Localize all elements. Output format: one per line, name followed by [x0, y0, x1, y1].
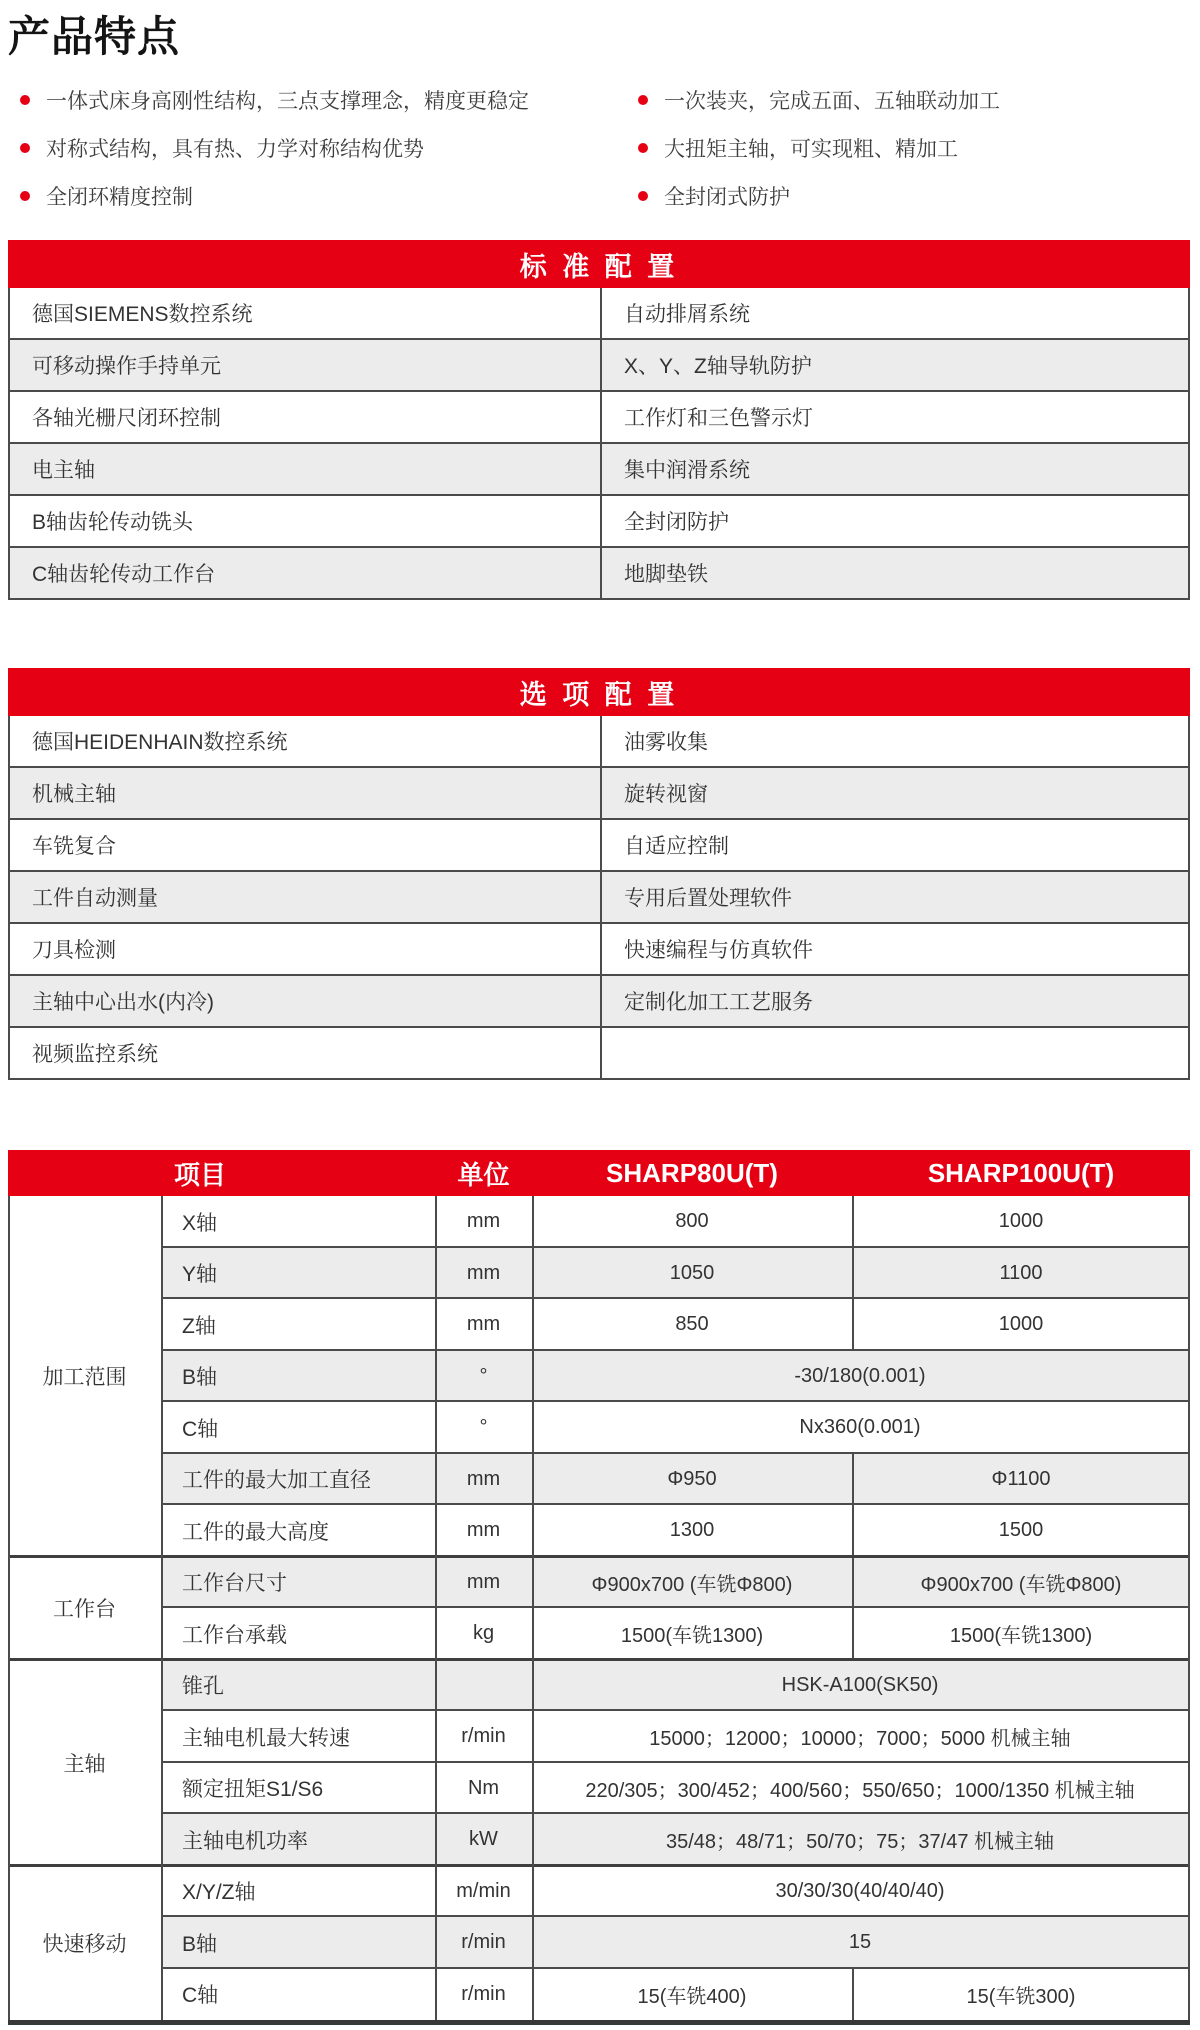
spec-cell-unit: mm: [466, 1313, 501, 1336]
spec-cell-unit: kg: [472, 1622, 495, 1645]
spec-row: [161, 1349, 1188, 1403]
spec-cell-value-model1: 1050: [669, 1261, 715, 1284]
spec-section-label: 加工范围: [8, 1196, 161, 1557]
config-cell-left: 可移动操作手持单元: [10, 340, 602, 390]
spec-cell-unit: kW: [469, 1828, 498, 1851]
config-cell-right: 地脚垫铁: [624, 563, 708, 586]
optional-config-table: [8, 716, 1190, 1080]
spec-cell-item: 工作台承载: [182, 1623, 287, 1647]
spec-row: [161, 1709, 1188, 1763]
spec-cell-item: 主轴电机最大转速: [182, 1726, 350, 1750]
spec-cell-value-merged: 30/30/30(40/40/40): [775, 1879, 945, 1902]
feature-text: 全封闭式防护: [664, 186, 790, 209]
spec-row: [161, 1658, 1188, 1712]
config-cell-right: 工作灯和三色警示灯: [624, 407, 813, 430]
spec-cell-item: B轴: [182, 1932, 218, 1956]
spec-section-divider: [8, 1555, 1190, 1558]
spec-row: [161, 1761, 1188, 1815]
spec-cell-item: C轴: [182, 1984, 219, 2008]
config-cell-right: 旋转视窗: [624, 783, 708, 806]
bullet-dot-icon: [638, 95, 648, 105]
optional-config-row: [10, 924, 1188, 976]
config-cell-left: 主轴中心出水(内冷): [10, 976, 602, 1026]
spec-section-label: 工作台: [8, 1557, 161, 1660]
feature-text: 全闭环精度控制: [46, 186, 193, 209]
spec-table-body: [8, 1196, 1190, 2025]
standard-config-row: [10, 496, 1188, 548]
spec-cell-value-merged: Nx360(0.001): [799, 1416, 921, 1439]
spec-cell-value-model1: 15(车铣400): [637, 1985, 747, 2008]
config-cell-right: X、Y、Z轴导轨防护: [624, 355, 812, 378]
spec-cell-value-model2: 1000: [852, 1196, 1188, 1248]
spec-header-item: 项目: [174, 1159, 227, 1190]
spec-cell-value-merged: 35/48；48/71；50/70；75；37/47 机械主轴: [666, 1831, 1054, 1854]
bullet-dot-icon: [638, 191, 648, 201]
standard-config-row: [10, 548, 1188, 600]
spec-row: [161, 1246, 1188, 1300]
spec-cell-value-model2: 1500: [852, 1505, 1188, 1557]
config-cell-right: 集中润滑系统: [624, 459, 750, 482]
page-title: 产品特点: [8, 13, 181, 60]
spec-row: [161, 1967, 1188, 2021]
optional-config-row: [10, 872, 1188, 924]
config-cell-left: 车铣复合: [10, 820, 602, 870]
spec-cell-value-merged: HSK-A100(SK50): [781, 1673, 939, 1696]
bullet-dot-icon: [20, 95, 30, 105]
feature-text: 一体式床身高刚性结构，三点支撑理念，精度更稳定: [46, 90, 529, 113]
config-cell-left: 德国HEIDENHAIN数控系统: [10, 716, 602, 766]
spec-cell-unit: °: [479, 1364, 488, 1387]
config-cell-left: 各轴光栅尺闭环控制: [10, 392, 602, 442]
feature-list: [0, 76, 1200, 226]
bullet-dot-icon: [20, 143, 30, 153]
spec-cell-unit: r/min: [461, 1931, 506, 1954]
spec-grid-vline: [532, 1196, 534, 2020]
config-cell-left: 视频监控系统: [10, 1028, 602, 1078]
feature-item: [638, 76, 1198, 124]
config-cell-right: 专用后置处理软件: [624, 887, 792, 910]
spec-table-header: [8, 1150, 1190, 1196]
spec-cell-value-model2: 1000: [852, 1299, 1188, 1351]
spec-table-bottom-border: [8, 2020, 1190, 2025]
spec-cell-value-model1: 800: [675, 1210, 709, 1233]
spec-cell-unit: [435, 1660, 532, 1712]
spec-cell-unit: mm: [466, 1570, 501, 1593]
spec-row: [161, 1400, 1188, 1454]
spec-header-model1: SHARP80U(T): [606, 1157, 778, 1188]
spec-cell-value-model1: 1500(车铣1300): [620, 1625, 764, 1648]
spec-grid-vline: [435, 1196, 437, 2020]
spec-row: [161, 1812, 1188, 1866]
config-cell-left: 工件自动测量: [10, 872, 602, 922]
optional-config-row: [10, 716, 1188, 768]
spec-cell-item: Y轴: [182, 1263, 218, 1287]
spec-cell-unit: m/min: [456, 1879, 511, 1902]
optional-config-row: [10, 1028, 1188, 1080]
spec-cell-unit: Nm: [467, 1776, 500, 1799]
spec-section-divider: [8, 1658, 1190, 1661]
spec-cell-unit: r/min: [461, 1725, 506, 1748]
feature-item: [20, 76, 620, 124]
spec-header-model2: SHARP100U(T): [927, 1157, 1115, 1188]
config-cell-right: 油雾收集: [624, 731, 708, 754]
feature-item: [638, 124, 1198, 172]
spec-cell-item: 工件的最大高度: [182, 1520, 329, 1544]
spec-cell-item: X轴: [182, 1211, 218, 1235]
spec-table: [8, 1150, 1190, 2025]
spec-cell-item: 工作台尺寸: [182, 1572, 287, 1596]
bullet-dot-icon: [20, 191, 30, 201]
config-cell-left: 机械主轴: [10, 768, 602, 818]
spec-cell-value-model2: 1500(车铣1300): [852, 1608, 1188, 1660]
bullet-dot-icon: [638, 143, 648, 153]
standard-config-row: [10, 444, 1188, 496]
spec-grid-vline: [1188, 1196, 1190, 2020]
config-cell-right: 全封闭防护: [624, 511, 729, 534]
spec-cell-item: 额定扭矩S1/S6: [182, 1778, 324, 1802]
spec-cell-value-model1: 1300: [669, 1519, 715, 1542]
standard-config-header: 标 准 配 置: [8, 240, 1190, 288]
spec-cell-value-model1: Φ950: [667, 1467, 717, 1490]
optional-config-row: [10, 820, 1188, 872]
feature-item: [20, 172, 620, 220]
spec-row: [161, 1555, 1188, 1609]
spec-cell-item: 锥孔: [182, 1675, 224, 1699]
feature-text: 对称式结构，具有热、力学对称结构优势: [46, 138, 424, 161]
standard-config-row: [10, 340, 1188, 392]
spec-grid-vline: [161, 1196, 163, 2020]
spec-cell-item: X/Y/Z轴: [182, 1881, 256, 1905]
feature-column-left: [20, 76, 620, 220]
config-cell-left: C轴齿轮传动工作台: [10, 548, 602, 598]
spec-row: [161, 1606, 1188, 1660]
standard-config-row: [10, 392, 1188, 444]
config-cell-left: 德国SIEMENS数控系统: [10, 288, 602, 338]
spec-cell-unit: mm: [466, 1210, 501, 1233]
spec-section-divider: [8, 1864, 1190, 1867]
spec-cell-value-merged: 15000；12000；10000；7000；5000 机械主轴: [649, 1728, 1071, 1751]
spec-cell-item: B轴: [182, 1366, 218, 1390]
spec-row: [161, 1915, 1188, 1969]
spec-row: [161, 1297, 1188, 1351]
standard-config-row: [10, 288, 1188, 340]
config-cell-right: 快速编程与仿真软件: [624, 939, 813, 962]
spec-row: [161, 1196, 1188, 1248]
spec-cell-value-merged: -30/180(0.001): [794, 1364, 926, 1387]
spec-cell-unit: r/min: [461, 1982, 506, 2005]
config-cell-right: [602, 1028, 1188, 1078]
spec-cell-item: Z轴: [182, 1314, 216, 1338]
feature-column-right: [638, 76, 1198, 220]
optional-config-row: [10, 976, 1188, 1028]
feature-text: 大扭矩主轴，可实现粗、精加工: [664, 138, 958, 161]
spec-cell-unit: °: [479, 1416, 488, 1439]
spec-section-label: 主轴: [8, 1660, 161, 1866]
config-cell-left: 刀具检测: [10, 924, 602, 974]
spec-row: [161, 1503, 1188, 1557]
spec-cell-unit: mm: [466, 1519, 501, 1542]
spec-cell-item: 工件的最大加工直径: [182, 1469, 371, 1493]
feature-item: [638, 172, 1198, 220]
spec-cell-value-model2: 15(车铣300): [852, 1969, 1188, 2021]
spec-cell-value-merged: 220/305；300/452；400/560；550/650；1000/1350 机械主轴: [585, 1779, 1135, 1802]
spec-cell-unit: mm: [466, 1467, 501, 1490]
optional-config-row: [10, 768, 1188, 820]
standard-config-table: [8, 288, 1190, 600]
spec-row: [161, 1864, 1188, 1918]
config-cell-right: 定制化加工工艺服务: [624, 991, 813, 1014]
spec-cell-item: 主轴电机功率: [182, 1829, 308, 1853]
spec-cell-value-model1: Φ900x700 (车铣Φ800): [591, 1573, 793, 1596]
config-cell-right: 自适应控制: [624, 835, 729, 858]
feature-text: 一次装夹，完成五面、五轴联动加工: [664, 90, 1000, 113]
spec-cell-value-merged: 15: [848, 1931, 872, 1954]
spec-cell-value-model2: Φ900x700 (车铣Φ800): [852, 1557, 1188, 1609]
config-cell-right: 自动排屑系统: [624, 303, 750, 326]
spec-grid-vline: [8, 1196, 10, 2020]
config-cell-left: B轴齿轮传动铣头: [10, 496, 602, 546]
spec-cell-value-model1: 850: [675, 1313, 709, 1336]
spec-section-label: 快速移动: [8, 1866, 161, 2021]
spec-header-unit: 单位: [457, 1159, 510, 1190]
spec-cell-unit: mm: [466, 1261, 501, 1284]
spec-cell-value-model2: 1100: [852, 1248, 1188, 1300]
spec-cell-value-model2: Φ1100: [852, 1454, 1188, 1506]
config-cell-left: 电主轴: [10, 444, 602, 494]
feature-item: [20, 124, 620, 172]
spec-cell-item: C轴: [182, 1417, 219, 1441]
spec-row: [161, 1452, 1188, 1506]
optional-config-header: 选 项 配 置: [8, 668, 1190, 716]
